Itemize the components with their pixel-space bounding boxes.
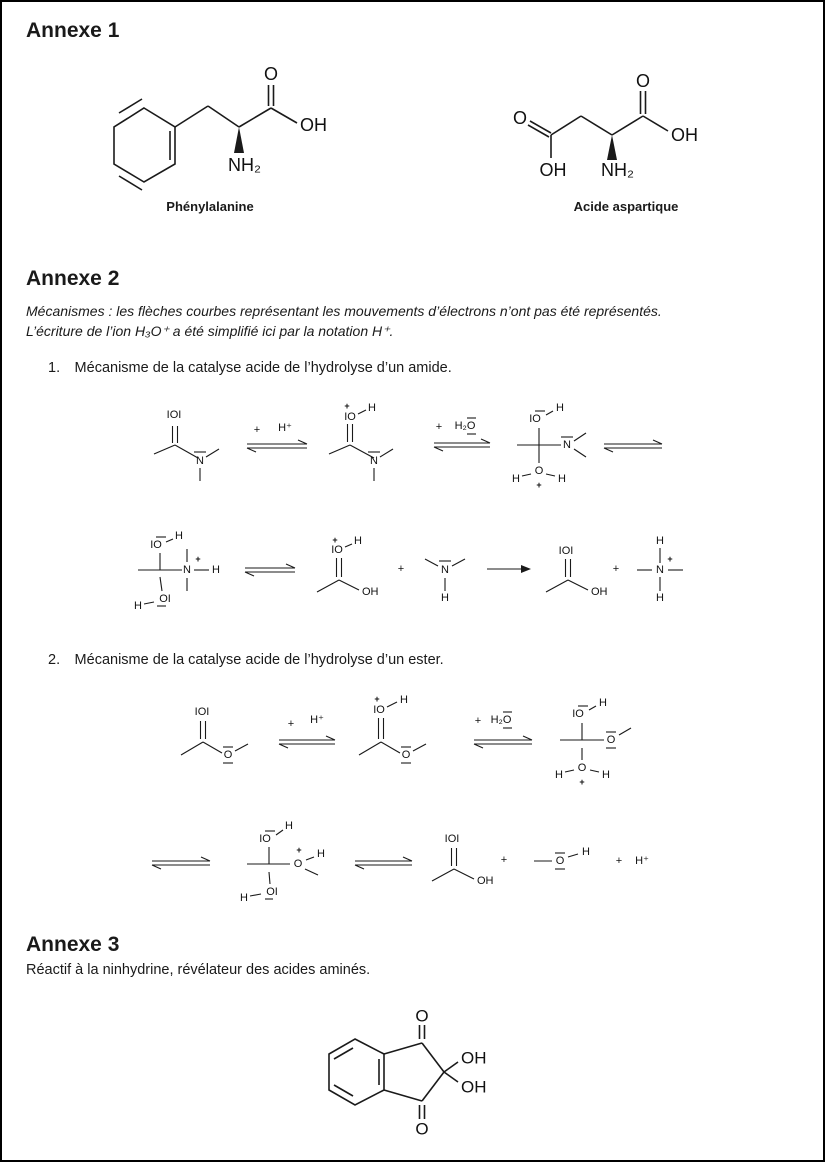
h-label: H: [175, 530, 183, 542]
h-label: H: [558, 473, 566, 485]
h-label: H: [555, 769, 563, 781]
aspartic-acid-skeletal-formula: [497, 62, 737, 194]
plus-sign: +: [474, 715, 482, 727]
ester-molecule: [181, 706, 248, 763]
water-label: H₂O: [490, 714, 512, 726]
hplus-label: H⁺: [310, 714, 324, 726]
ninhydrin-skeletal-formula: [310, 1005, 530, 1150]
plus-sign: +: [435, 421, 443, 433]
annexe3-title: Annexe 3: [26, 933, 120, 956]
phenylalanine-skeletal-formula: [97, 57, 337, 197]
annexe2-title: Annexe 2: [26, 267, 120, 290]
lone-pair-o-label: IOI: [194, 706, 210, 718]
n-label: N: [563, 439, 571, 451]
amide-molecule: [154, 409, 219, 481]
carboxylic-acid-molecule: [432, 833, 494, 887]
h-label: H: [656, 535, 664, 547]
equilibrium-arrow: [152, 857, 210, 869]
h-label: H: [212, 564, 220, 576]
lone-pair-o-label: IO: [150, 539, 162, 551]
amide-mechanism-row2: [110, 515, 710, 627]
charge-plus: +: [344, 401, 350, 411]
ester-mechanism-row2: [130, 815, 690, 922]
aspartic-acid-caption: Acide aspartique: [573, 199, 679, 214]
equilibrium-arrow: [604, 440, 662, 452]
note-line-1: Mécanismes : les flèches courbes représentant les mouvements d’électrons n’ont pas été représentés.: [26, 303, 662, 319]
charge-plus: +: [536, 480, 542, 490]
equilibrium-arrow: [434, 439, 490, 451]
o-label: O: [415, 1119, 429, 1139]
lone-pair-o-label: IO: [259, 833, 271, 845]
mechanism-note: [26, 301, 810, 341]
o-label: O: [263, 64, 279, 84]
o-label: O: [223, 749, 233, 761]
h-label: H: [582, 846, 590, 858]
amine-molecule: [425, 559, 465, 604]
list-item-1: [48, 359, 452, 377]
charge-plus: +: [195, 554, 201, 564]
list-item-2: [48, 651, 444, 669]
lone-pair-o-label: IOI: [444, 833, 460, 845]
lone-pair-o-label: IO: [572, 708, 584, 720]
hplus-label: H⁺: [278, 422, 292, 434]
charge-plus: +: [579, 777, 585, 787]
nh2-label: NH₂: [601, 160, 634, 180]
amide-mechanism-row1: [110, 395, 800, 510]
plus-sign: +: [287, 718, 295, 730]
annexe3-subtitle: Réactif à la ninhydrine, révélateur des acides aminés.: [26, 962, 371, 978]
water-label: H₂O: [454, 420, 476, 432]
wedge-bond: [607, 135, 617, 160]
charge-plus: +: [332, 535, 338, 545]
protonated-acid-molecule: [317, 535, 379, 598]
h-label: H: [656, 592, 664, 604]
oh-label: OH: [362, 586, 379, 598]
item2-number: 2.: [48, 652, 61, 668]
lone-pair-o-label: IO: [373, 704, 385, 716]
h-label: H: [512, 473, 520, 485]
reaction-arrow: [487, 565, 531, 573]
o-label: O: [635, 71, 651, 91]
water-label-group: [455, 418, 476, 434]
phenylalanine-caption: Phénylalanine: [166, 199, 254, 214]
water-label-group: [491, 712, 512, 728]
lone-pair-o-label: OI: [159, 593, 171, 605]
o-label: O: [534, 465, 544, 477]
item2-text: Mécanisme de la catalyse acide de l’hydrolyse d’un ester.: [74, 652, 444, 668]
plus-sign: +: [397, 563, 405, 575]
oh-label: OH: [477, 875, 494, 887]
oh-label: OH: [591, 586, 608, 598]
methanol-molecule: [534, 846, 590, 869]
ammonium-molecule: [637, 535, 683, 604]
plus-sign: +: [253, 424, 261, 436]
benzene-ring: [114, 99, 175, 190]
h-label: H: [400, 694, 408, 706]
plus-sign: +: [612, 563, 620, 575]
phenylalanine-bonds: [175, 85, 297, 127]
charge-plus: +: [296, 845, 302, 855]
tetrahedral-intermediate-molecule: [555, 697, 631, 787]
lone-pair-o-label: OI: [266, 886, 278, 898]
lone-pair-o-label: IO: [529, 413, 541, 425]
h-label: H: [285, 820, 293, 832]
nh2-label: NH₂: [228, 155, 261, 175]
aspartic-acid-bonds: [528, 91, 668, 158]
h-label: H: [317, 848, 325, 860]
aminol-intermediate-molecule: [134, 530, 220, 612]
charge-plus: +: [374, 694, 380, 704]
h-label: H: [134, 600, 142, 612]
oh-label: OH: [300, 115, 327, 135]
ester-mechanism-row1: [150, 690, 710, 802]
o-label: O: [577, 762, 587, 774]
h-label: H: [441, 592, 449, 604]
hplus-label: H⁺: [635, 855, 649, 867]
lone-pair-o-label: IOI: [558, 545, 574, 557]
protonated-intermediate-molecule: [240, 820, 325, 904]
o-label: O: [606, 734, 616, 746]
plus-sign: +: [500, 854, 508, 866]
h-label: H: [354, 535, 362, 547]
oh-label: OH: [461, 1077, 487, 1097]
n-label: N: [196, 455, 204, 467]
o-label: O: [415, 1006, 429, 1026]
h-label: H: [602, 769, 610, 781]
h-label: H: [368, 402, 376, 414]
annexe1-title: Annexe 1: [26, 19, 120, 42]
oh-label: OH: [539, 160, 567, 180]
equilibrium-arrow: [279, 736, 335, 748]
h-label: H: [556, 402, 564, 414]
n-label: N: [441, 564, 449, 576]
n-label: N: [183, 564, 191, 576]
equilibrium-arrow: [245, 564, 295, 576]
n-label: N: [656, 564, 664, 576]
o-label: O: [555, 855, 565, 867]
lone-pair-o-label: IO: [331, 544, 343, 556]
h-label: H: [240, 892, 248, 904]
protonated-amide-molecule: [329, 401, 393, 481]
carboxylic-acid-molecule: [546, 545, 608, 598]
n-label: N: [370, 455, 378, 467]
item1-number: 1.: [48, 360, 61, 376]
o-label: O: [293, 858, 303, 870]
cyclopentane-ring: [384, 1043, 444, 1101]
oh-label: OH: [671, 125, 698, 145]
equilibrium-arrow: [247, 440, 307, 452]
lone-pair-o-label: IOI: [166, 409, 182, 421]
item1-text: Mécanisme de la catalyse acide de l’hydrolyse d’un amide.: [74, 360, 452, 376]
o-label: O: [401, 749, 411, 761]
tetrahedral-intermediate-molecule: [512, 402, 586, 490]
note-line-2: L’écriture de l’ion H₃O⁺ a été simplifié ici par la notation H⁺.: [26, 323, 394, 339]
wedge-bond: [234, 127, 244, 153]
benzene-ring: [329, 1039, 384, 1105]
equilibrium-arrow: [474, 736, 532, 748]
lone-pair-o-label: IO: [344, 411, 356, 423]
protonated-ester-molecule: [359, 694, 426, 763]
h-label: H: [599, 697, 607, 709]
equilibrium-arrow: [355, 857, 412, 869]
o-label: O: [512, 108, 528, 128]
charge-plus: +: [667, 554, 673, 564]
oh-label: OH: [461, 1048, 487, 1068]
plus-sign: +: [615, 855, 623, 867]
ninhydrin-substituents: [420, 1025, 459, 1119]
